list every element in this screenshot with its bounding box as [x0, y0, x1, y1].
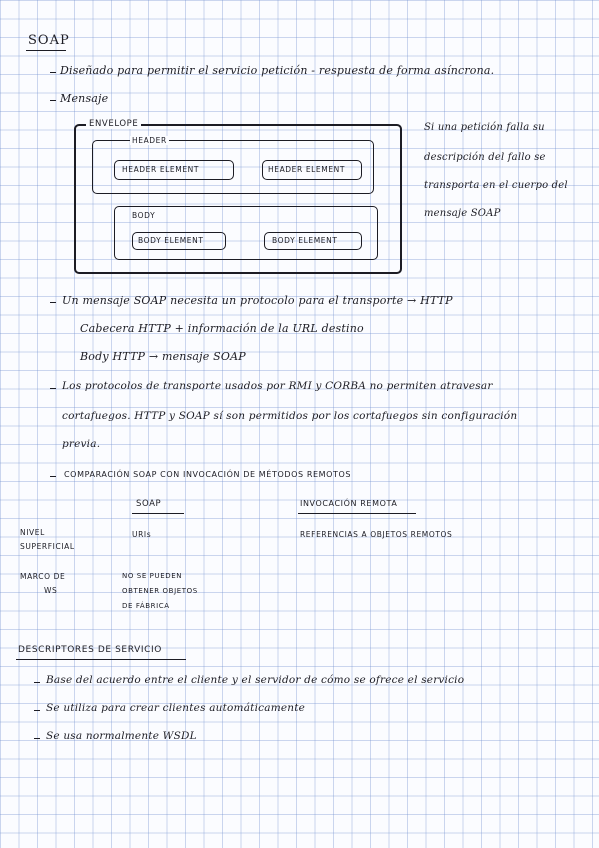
row-1-soap: URIs	[132, 530, 152, 539]
descriptores-title-underline	[16, 659, 186, 660]
bullet-dash	[34, 738, 40, 739]
bullet-dash	[50, 476, 56, 477]
col-invocacion-underline	[298, 513, 416, 514]
soap-title: SOAP	[28, 33, 70, 48]
row-1-label-line-2: SUPERFICIAL	[20, 542, 75, 551]
descriptores-bullet-3: Se usa normalmente WSDL	[46, 730, 197, 742]
header-element-2: HEADER ELEMENT	[268, 165, 346, 174]
soap-bullet-2: Mensaje	[60, 92, 109, 105]
row-2-soap-line-1: NO SE PUEDEN	[122, 572, 183, 580]
row-2-label-line-1: MARCO DE	[20, 572, 66, 581]
row-2-soap-line-3: DE FÁBRICA	[122, 602, 170, 610]
row-1-label-line-1: NIVEL	[20, 528, 45, 537]
transport-line-1: Un mensaje SOAP necesita un protocolo para el transporte → HTTP	[62, 294, 453, 307]
descriptores-bullet-2: Se utiliza para crear clientes automáticamente	[46, 702, 306, 714]
bullet-dash	[50, 302, 56, 303]
soap-bullet-1: Diseñado para permitir el servicio petición - respuesta de forma asíncrona.	[60, 64, 495, 77]
row-2-soap-line-2: OBTENER OBJETOS	[122, 587, 198, 595]
body-label: BODY	[132, 211, 156, 220]
descriptores-title: DESCRIPTORES DE SERVICIO	[18, 645, 162, 655]
row-2-label-line-2: WS	[44, 586, 58, 595]
body-element-1: BODY ELEMENT	[138, 236, 204, 245]
transport-line-3: Body HTTP → mensaje SOAP	[80, 350, 246, 363]
col-soap-heading: SOAP	[136, 499, 162, 509]
bullet-dash	[34, 710, 40, 711]
transport-line-2: Cabecera HTTP + información de la URL destino	[80, 322, 364, 335]
bullet-dash	[34, 682, 40, 683]
header-element-1: HEADER ELEMENT	[122, 165, 200, 174]
body-element-2: BODY ELEMENT	[272, 236, 338, 245]
header-label: HEADER	[132, 136, 167, 145]
side-note-line-3: transporta en el cuerpo del	[424, 180, 568, 191]
envelope-label: ENVELOPE	[86, 119, 141, 129]
col-invocacion-heading: INVOCACIÓN REMOTA	[300, 499, 398, 508]
protocols-line-1: Los protocolos de transporte usados por RMI y CORBA no permiten atravesar	[62, 380, 493, 392]
col-soap-underline	[132, 513, 184, 514]
bullet-dash	[50, 72, 56, 73]
soap-title-underline	[26, 50, 66, 51]
descriptores-bullet-1: Base del acuerdo entre el cliente y el servidor de cómo se ofrece el servicio	[46, 674, 465, 686]
protocols-line-2: cortafuegos. HTTP y SOAP sí son permitidos por los cortafuegos sin configuración	[62, 410, 518, 422]
row-1-invocacion: REFERENCIAS A OBJETOS REMOTOS	[300, 530, 453, 539]
comparison-heading: COMPARACIÓN SOAP CON INVOCACIÓN DE MÉTODOS REMOTOS	[64, 470, 352, 479]
bullet-dash	[50, 100, 56, 101]
side-note-line-1: Si una petición falla su	[424, 122, 545, 133]
side-note-line-4: mensaje SOAP	[424, 208, 501, 219]
bullet-dash	[50, 388, 56, 389]
side-note-line-2: descripción del fallo se	[424, 152, 546, 163]
protocols-line-3: previa.	[62, 438, 101, 450]
